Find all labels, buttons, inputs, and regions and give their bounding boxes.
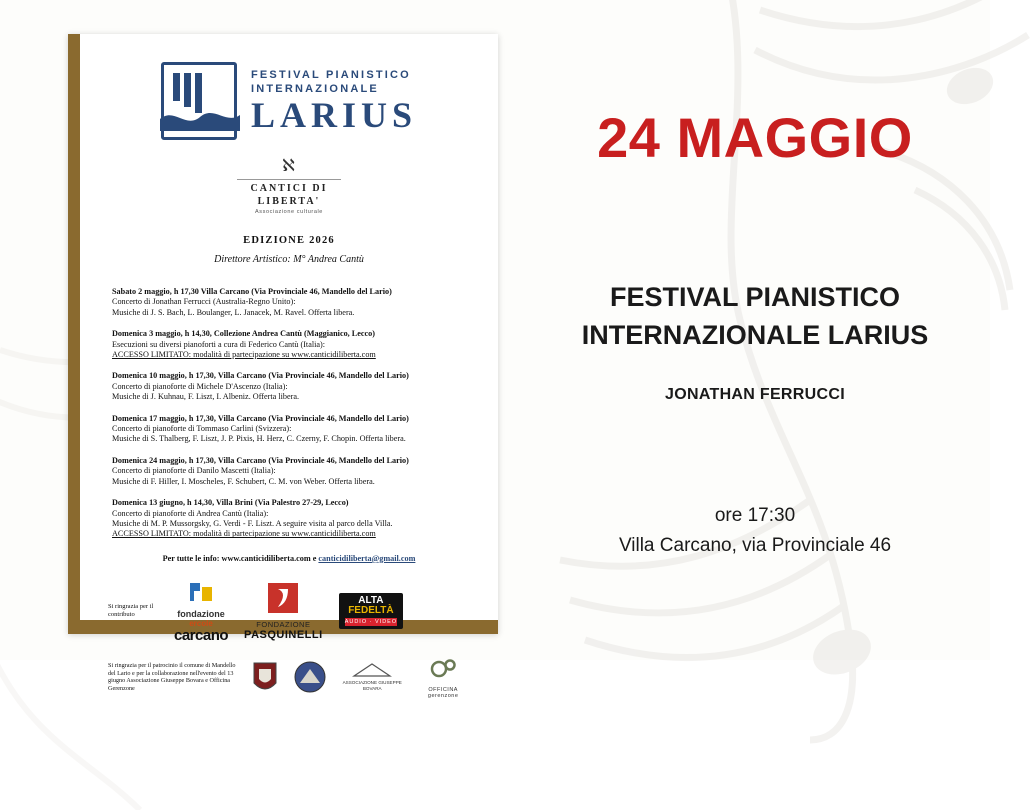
sponsor-note: Si ringrazia per il contributo	[108, 603, 154, 619]
poster-logo-line2: INTERNAZIONALE	[250, 83, 379, 95]
event-access-line: ACCESSO LIMITATO: modalità di partecipazione su www.canticidiliberta.com	[112, 529, 376, 539]
event-program-line: Musiche di M. P. Mussorgsky, G. Verdi - F. Liszt. A seguire visita al parco della Villa.	[112, 518, 393, 528]
event-item	[112, 287, 466, 318]
sponsor-pasquinelli-line2: PASQUINELLI	[244, 629, 323, 642]
cantici-name-line2: LIBERTA'	[257, 196, 321, 207]
event-performer-line: Concerto di pianoforte di Andrea Cantù (Italia):	[112, 508, 269, 518]
event-item	[112, 456, 466, 487]
cantici-glyph-icon: ℵ	[282, 156, 296, 175]
poster-edition: EDIZIONE 2026	[243, 235, 335, 246]
poster-patrons	[98, 656, 480, 699]
event-performer-line: Concerto di pianoforte di Danilo Mascetti (Italia):	[112, 466, 276, 476]
poster-director: Direttore Artistico: M° Andrea Cantù	[214, 254, 364, 265]
event-program-line: Musiche di S. Thalberg, F. Liszt, J. P. Pixis, H. Herz, C. Czerny, F. Chopin. Offerta libera.	[112, 434, 406, 444]
carcano-mark-icon	[186, 579, 216, 605]
performer-name: JONATHAN FERRUCCI	[665, 386, 845, 403]
cantici-name-line1: CANTICI DI	[250, 183, 328, 194]
poster-info-prefix: Per tutte le info: www.canticidiliberta.com e	[162, 553, 319, 563]
event-program-line: Musiche di J. Kuhnau, F. Liszt, I. Albeniz. Offerta libera.	[112, 392, 300, 402]
sponsor-carcano-line2: ercole	[189, 618, 213, 628]
festival-title	[520, 278, 990, 354]
pasquinelli-mark-icon	[266, 581, 300, 615]
event-date-line: Domenica 24 maggio, h 17,30, Villa Carcano (Via Provinciale 46, Mandello del Lario)	[112, 455, 409, 465]
event-performer-line: Esecuzioni su diversi pianoforti a cura di Federico Cantù (Italia):	[112, 339, 326, 349]
poster-info-line	[98, 554, 480, 563]
festival-title-line2: INTERNAZIONALE LARIUS	[581, 320, 929, 350]
sponsor-alta-fedelta-logo	[339, 593, 403, 629]
event-date-line: Domenica 13 giugno, h 14,30, Villa Brini (Via Palestro 27-29, Lecco)	[112, 498, 349, 508]
event-date-line: Domenica 17 maggio, h 17,30, Villa Carcano (Via Provinciale 46, Mandello del Lario)	[112, 413, 409, 423]
event-program-line: Musiche di J. S. Bach, L. Boulanger, L. Janacek, M. Ravel. Offerta libera.	[112, 307, 355, 317]
sponsor-altafedelta-line1: ALTA	[358, 595, 384, 607]
poster-sponsors	[98, 579, 480, 644]
sponsor-fondazione-pasquinelli-logo	[244, 581, 323, 641]
comune-mandello-crest-icon	[250, 657, 280, 697]
poster-info-email-link[interactable]: canticidiliberta@gmail.com	[318, 553, 416, 563]
associazione-giuseppe-bovara-logo	[340, 662, 404, 692]
festival-poster	[68, 34, 498, 699]
gerenzone-gear-icon	[428, 656, 458, 682]
sponsor-pasquinelli-line1: FONDAZIONE	[256, 620, 311, 630]
sponsor-carcano-line3: carcano	[174, 626, 229, 644]
sponsor-altafedelta-line3: AUDIO · VIDEO	[344, 619, 398, 626]
event-date-headline: 24 MAGGIO	[597, 106, 913, 169]
poster-events-list	[98, 287, 480, 540]
event-access-line: ACCESSO LIMITATO: modalità di partecipazione su www.canticidiliberta.com	[112, 350, 376, 360]
officina-gerenzone-label: OFFICINA gerenzone	[427, 686, 459, 699]
event-item	[112, 498, 466, 540]
event-performer-line: Concerto di pianoforte di Michele D'Ascenzo (Italia):	[112, 381, 288, 391]
sponsor-fondazione-ercole-carcano-logo	[174, 579, 228, 644]
event-date-line: Sabato 2 maggio, h 17,30 Villa Carcano (Via Provinciale 46, Mandello del Lario)	[112, 287, 392, 296]
poster-left-band	[68, 34, 80, 634]
cantici-tagline: Associazione culturale	[255, 209, 323, 215]
event-performer-line: Concerto di Jonathan Ferrucci (Australia-Regno Unito):	[112, 297, 296, 307]
event-item	[112, 371, 466, 402]
sponsor-altafedelta-line2: FEDELTÀ	[348, 605, 394, 617]
event-item	[112, 329, 466, 360]
event-venue: Villa Carcano, via Provinciale 46	[618, 535, 892, 556]
event-time: ore 17:30	[714, 505, 796, 526]
officina-gerenzone-logo	[416, 656, 470, 699]
comune-lecco-crest-icon	[292, 659, 328, 695]
festival-title-line1: FESTIVAL PIANISTICO	[609, 282, 901, 312]
event-date-line: Domenica 3 maggio, h 14,30, Collezione Andrea Cantù (Maggianico, Lecco)	[112, 329, 375, 339]
patron-note: Si ringrazia per il patrocinio il comune di Mandello del Lario e per la collaborazione nell'evento del 13 giugno Associazione Giuseppe Bovara e Officina Gerenzone	[108, 662, 236, 692]
bovara-mark-icon	[352, 662, 392, 678]
event-performer-line: Concerto di pianoforte di Tommaso Carlini (Svizzera):	[112, 424, 292, 434]
sublogo-divider	[237, 179, 341, 180]
event-item	[112, 414, 466, 445]
poster-logo-line1: FESTIVAL PIANISTICO	[250, 69, 411, 81]
event-details-panel	[520, 0, 990, 660]
event-program-line: Musiche di F. Hiller, I. Moscheles, F. Schubert, C. M. von Weber. Offerta libera.	[112, 476, 375, 486]
associazione-bovara-label: ASSOCIAZIONE GIUSEPPE BOVARA	[342, 680, 402, 692]
larius-logo-mark-icon	[161, 62, 237, 140]
canticidiliberta-logo	[229, 156, 349, 215]
poster-logo-wordmark: LARIUS	[250, 95, 418, 135]
poster-logo	[98, 62, 480, 140]
sponsor-carcano-line1: fondazione	[177, 608, 225, 619]
event-date-line: Domenica 10 maggio, h 17,30, Villa Carcano (Via Provinciale 46, Mandello del Lario)	[112, 371, 409, 381]
